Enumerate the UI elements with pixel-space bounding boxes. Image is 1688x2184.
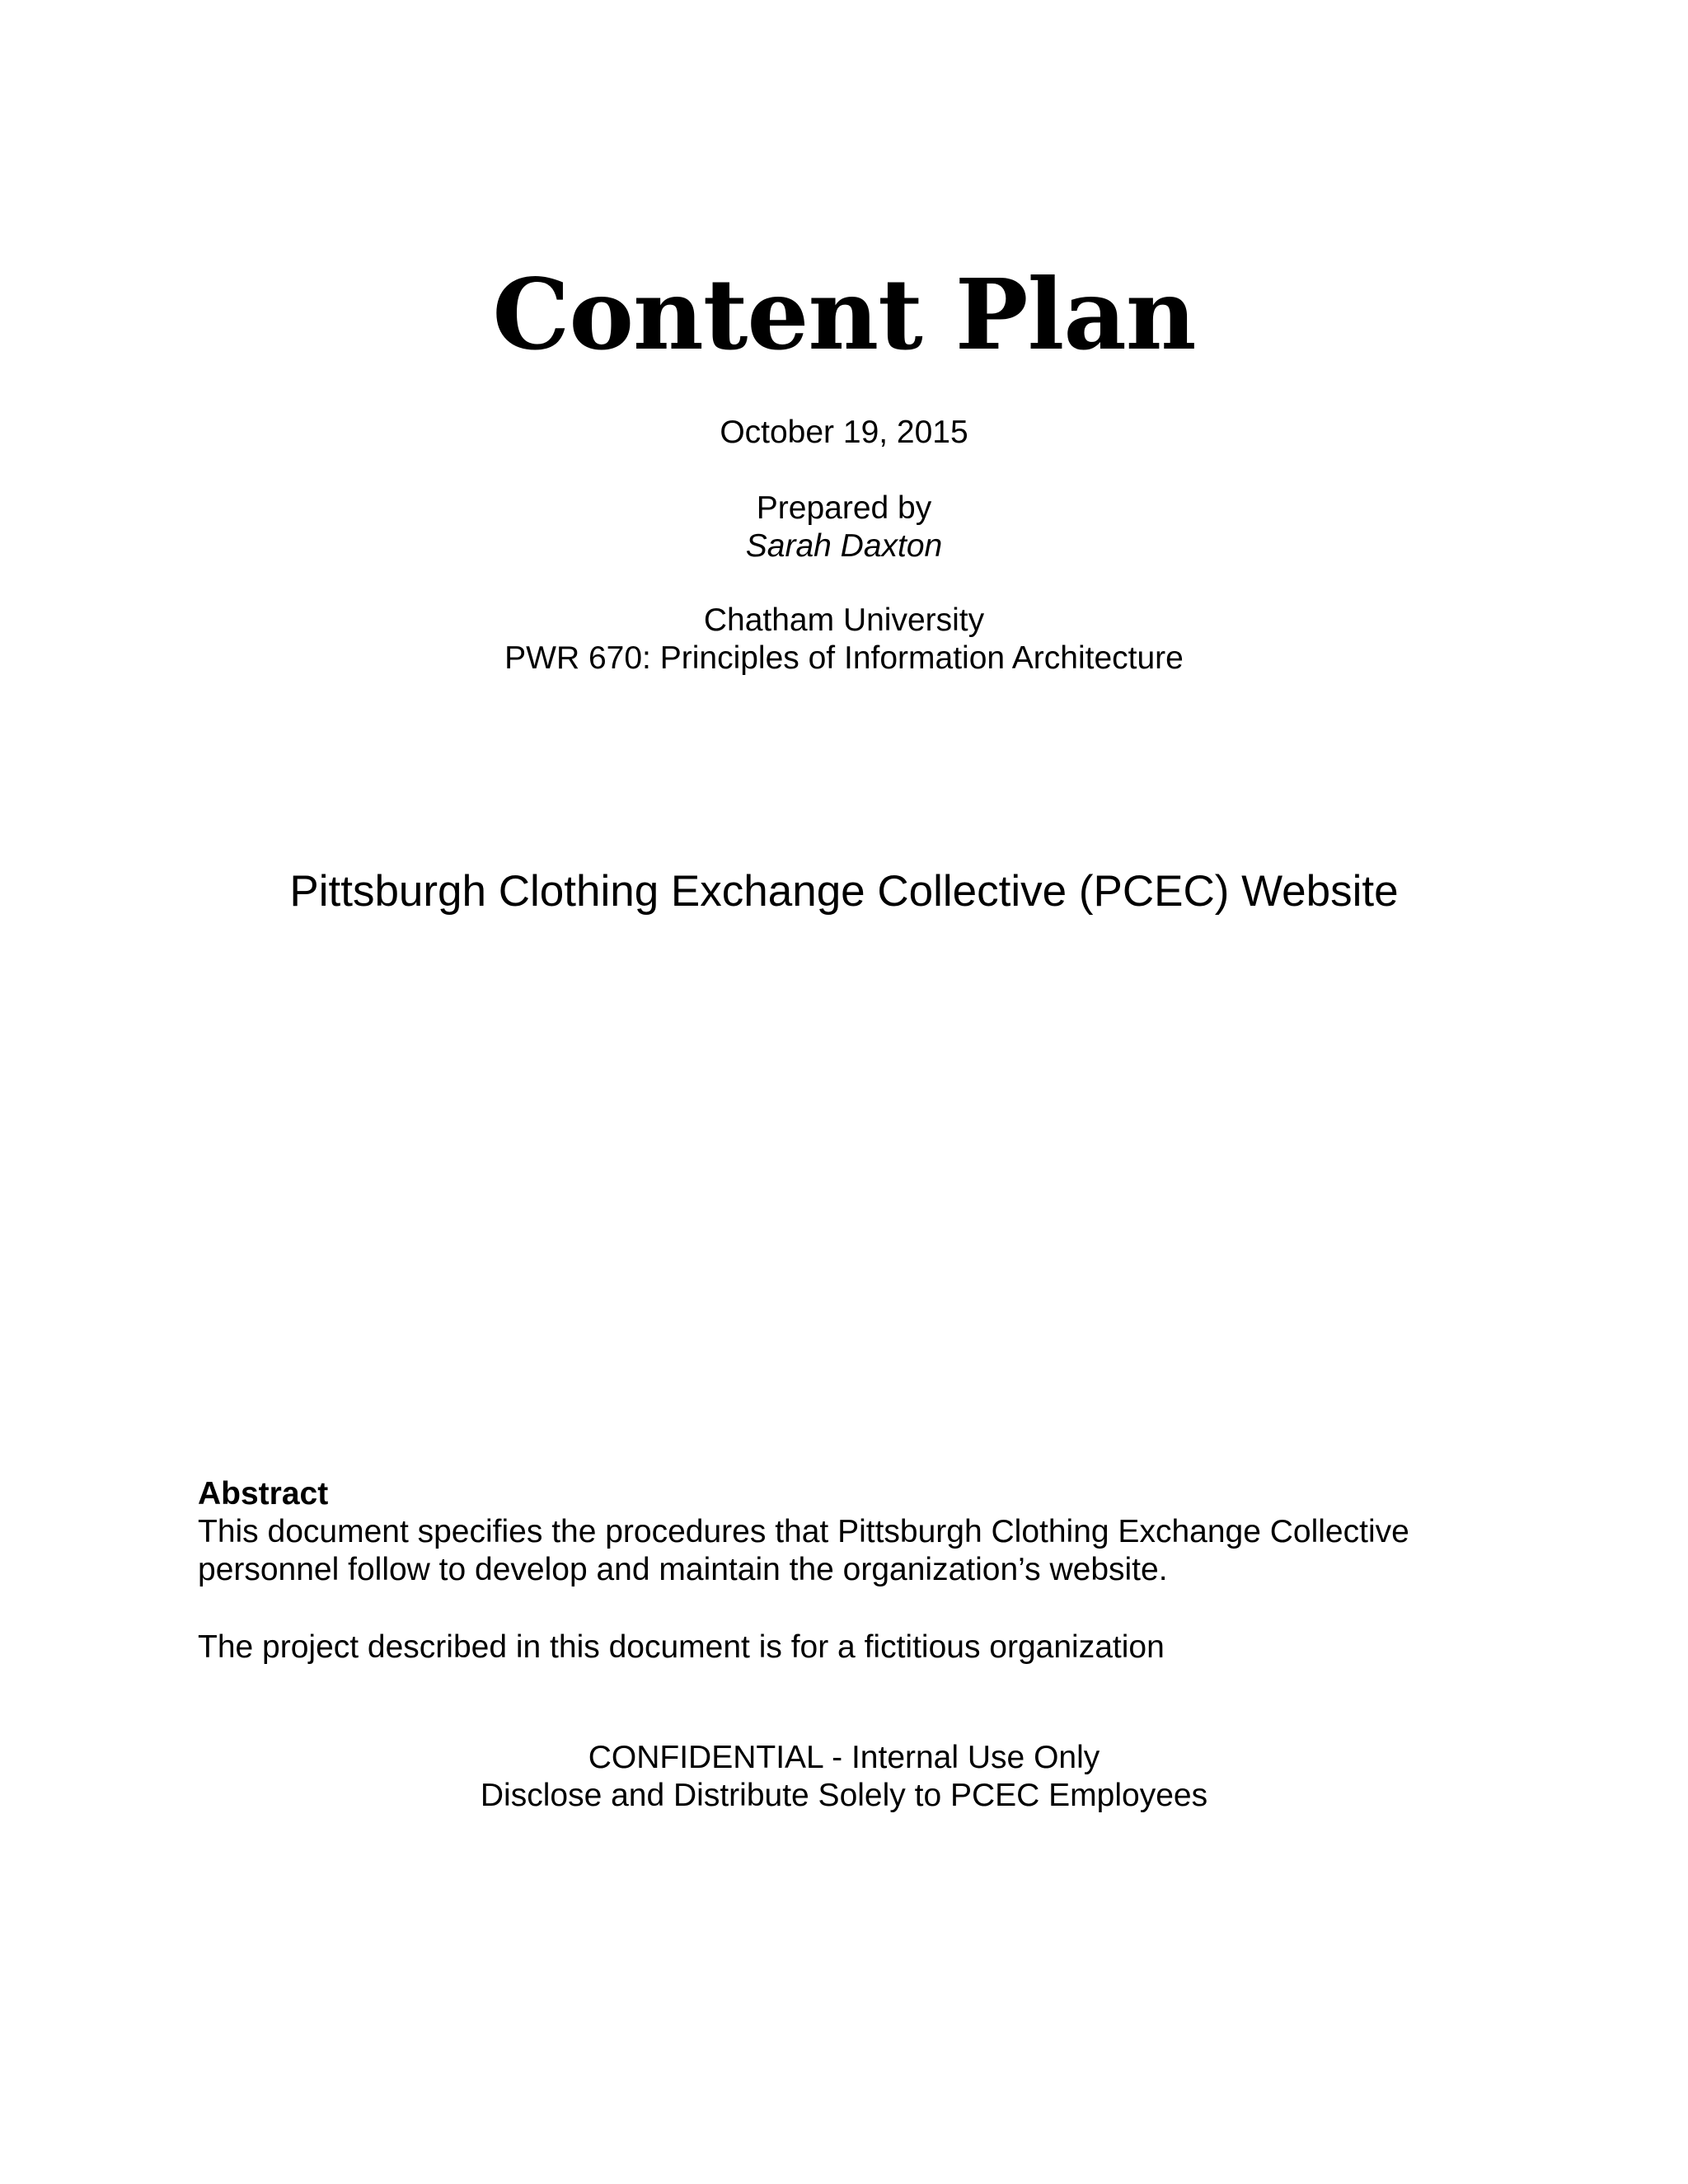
abstract-text-line: personnel follow to develop and maintain the organization’s website. [198,1552,1168,1587]
fictitious-note: The project described in this document is for a fictitious organization [198,1629,1165,1665]
prepared-by-label: Prepared by [756,490,932,526]
confidential-notice: CONFIDENTIAL - Internal Use Only [588,1740,1100,1775]
distribution-notice: Disclose and Distribute Solely to PCEC Employees [480,1778,1208,1813]
abstract-text-line: This document specifies the procedures that Pittsburgh Clothing Exchange Collective [198,1514,1409,1549]
abstract-section [198,1475,1517,1589]
document-date: October 19, 2015 [720,415,968,450]
abstract-heading: Abstract [198,1476,329,1511]
course-name: PWR 670: Principles of Information Architecture [504,640,1184,676]
document-title: Content Plan [492,257,1196,372]
university-name: Chatham University [703,602,985,638]
project-title: Pittsburgh Clothing Exchange Collective (PCEC) Website [289,867,1399,916]
author-name: Sarah Daxton [745,528,943,564]
